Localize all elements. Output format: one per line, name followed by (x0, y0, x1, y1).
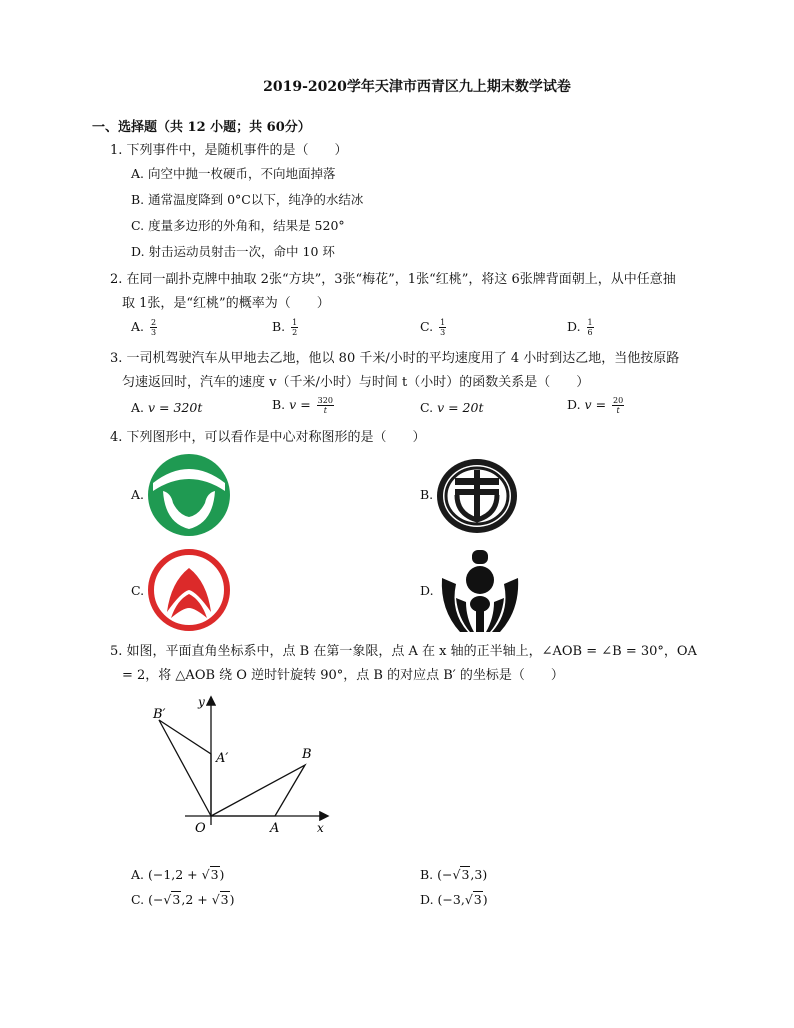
q5-option-c: C. (−√3,2 + √3) (131, 892, 235, 907)
q4-label-b: B. (420, 487, 434, 502)
black-emblem-icon (438, 548, 522, 634)
q1-option-d: D. 射击运动员射击一次，命中 10 环 (131, 244, 335, 259)
q1-option-a: A. 向空中抛一枚硬币，不向地面掉落 (131, 166, 336, 181)
coordinate-figure (145, 690, 345, 840)
red-logo-icon (147, 548, 231, 632)
section-heading: 一、选择题（共 12 小题；共 60分） (92, 120, 311, 135)
label-x: x (317, 821, 324, 835)
page-title: 2019-2020学年天津市西青区九上期末数学试卷 (263, 79, 571, 95)
q2-option-b: B. $\frac{1}{2}$ (272, 318, 298, 337)
q5-option-b: B. (−√3,3) (420, 867, 488, 882)
q4-label-d: D. (420, 583, 434, 598)
q3-option-d: D. v = $\frac{20}{t}$ (567, 396, 624, 415)
q5-option-a: A. (−1,2 + √3) (131, 867, 225, 882)
q1-stem: 1. 下列事件中，是随机事件的是（ ） (110, 143, 348, 158)
q2-option-c: C. $\frac{1}{3}$ (420, 318, 446, 337)
label-a-prime: A′ (216, 751, 229, 766)
triangle-aob-rotated (159, 720, 211, 816)
label-o: O (195, 821, 206, 836)
label-a: A (270, 821, 280, 836)
label-y: y (198, 695, 205, 709)
q3-option-b: B. v = $\frac{320}{t}$ (272, 396, 333, 415)
q1-option-b: B. 通常温度降到 0°C以下，纯净的水结冰 (131, 192, 364, 207)
car-emblem-icon (435, 456, 519, 536)
q1-option-c: C. 度量多边形的外角和，结果是 520° (131, 218, 345, 233)
q5-option-d: D. (−3,√3) (420, 892, 488, 907)
q3-option-a: A. v = 320t (131, 400, 203, 415)
green-logo-icon (147, 453, 231, 537)
q3-option-c: C. v = 20t (420, 400, 484, 415)
q4-label-a: A. (131, 487, 145, 502)
triangle-aob (211, 765, 305, 816)
q3-stem-line1: 3. 一司机驾驶汽车从甲地去乙地，他以 80 千米/小时的平均速度用了 4 小时到达乙地，当他按原路 (110, 351, 680, 366)
q2-option-d: D. $\frac{1}{6}$ (567, 318, 593, 337)
q3-stem-line2: 匀速返回时，汽车的速度 v（千米/小时）与时间 t（小时）的函数关系是（ ） (122, 375, 590, 390)
q2-stem-line1: 2. 在同一副扑克牌中抽取 2张“方块”，3张“梅花”，1张“红桃”，将这 6张牌背面朝上，从中任意抽 (110, 272, 676, 287)
q4-label-c: C. (131, 583, 145, 598)
q4-stem: 4. 下列图形中，可以看作是中心对称图形的是（ ） (110, 430, 426, 445)
q5-stem-line1: 5. 如图，平面直角坐标系中，点 B 在第一象限，点 A 在 x 轴的正半轴上，∠AOB = ∠B = 30°，OA (110, 644, 697, 659)
q2-option-a: A. $\frac{2}{3}$ (131, 318, 157, 337)
q2-stem-line2: 取 1张，是“红桃”的概率为（ ） (122, 296, 330, 311)
label-b-prime: B′ (153, 707, 166, 722)
q5-stem-line2: = 2，将 △AOB 绕 O 逆时针旋转 90°，点 B 的对应点 B′ 的坐标是（ ） (122, 668, 564, 683)
label-b: B (302, 747, 312, 762)
